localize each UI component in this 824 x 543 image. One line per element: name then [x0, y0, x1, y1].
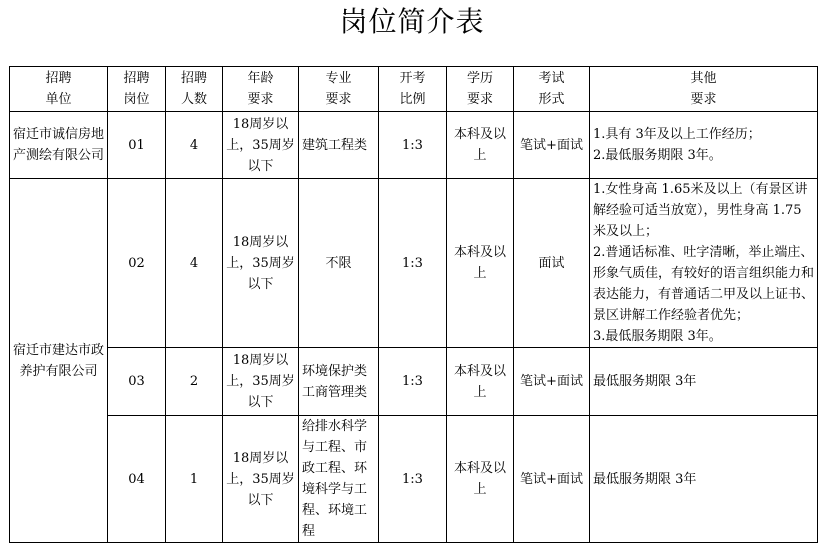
table-row [10, 416, 818, 543]
post-cell: 04 [108, 416, 166, 543]
major-cell: 建筑工程类 [299, 112, 379, 179]
age-cell: 18周岁以上，35周岁以下 [223, 112, 299, 179]
other-cell: 最低服务期限 3年 [590, 416, 818, 543]
table-header-row [10, 67, 818, 112]
count-cell: 4 [166, 179, 223, 348]
header-count: 招聘 人数 [166, 67, 223, 112]
post-cell: 02 [108, 179, 166, 348]
education-cell: 本科及以上 [447, 112, 514, 179]
ratio-cell: 1:3 [379, 348, 447, 416]
header-exam: 考试 形式 [514, 67, 590, 112]
header-unit: 招聘 单位 [10, 67, 108, 112]
table-row [10, 179, 818, 348]
education-cell: 本科及以上 [447, 179, 514, 348]
header-age: 年龄 要求 [223, 67, 299, 112]
job-table [9, 66, 818, 543]
post-cell: 01 [108, 112, 166, 179]
header-ratio: 开考 比例 [379, 67, 447, 112]
other-cell: 1.女性身高 1.65米及以上（有景区讲解经验可适当放宽），男性身高 1.75米及以上； 2.普通话标准、吐字清晰，举止端庄、形象气质佳，有较好的语言组织能力和表达能力，有普通话二甲及以上证书、景区讲解工作经验者优先； 3.最低服务期限 3年。 [590, 179, 818, 348]
header-post: 招聘 岗位 [108, 67, 166, 112]
post-cell: 03 [108, 348, 166, 416]
page-title: 岗位简介表 [339, 5, 485, 38]
unit-cell: 宿迁市建达市政养护有限公司 [10, 179, 108, 543]
count-cell: 4 [166, 112, 223, 179]
exam-cell: 笔试+面试 [514, 112, 590, 179]
count-cell: 1 [166, 416, 223, 543]
exam-cell: 笔试+面试 [514, 416, 590, 543]
other-cell: 1.具有 3年及以上工作经历； 2.最低服务期限 3年。 [590, 112, 818, 179]
age-cell: 18周岁以上，35周岁以下 [223, 179, 299, 348]
header-other: 其他 要求 [590, 67, 818, 112]
table-row [10, 348, 818, 416]
major-cell: 不限 [299, 179, 379, 348]
count-cell: 2 [166, 348, 223, 416]
age-cell: 18周岁以上，35周岁以下 [223, 348, 299, 416]
age-cell: 18周岁以上，35周岁以下 [223, 416, 299, 543]
exam-cell: 笔试+面试 [514, 348, 590, 416]
exam-cell: 面试 [514, 179, 590, 348]
major-cell: 给排水科学与工程、市政工程、环境科学与工程、环境工程 [299, 416, 379, 543]
header-major: 专业 要求 [299, 67, 379, 112]
table-row [10, 112, 818, 179]
ratio-cell: 1:3 [379, 112, 447, 179]
other-cell: 最低服务期限 3年 [590, 348, 818, 416]
unit-cell: 宿迁市诚信房地产测绘有限公司 [10, 112, 108, 179]
education-cell: 本科及以上 [447, 348, 514, 416]
major-cell: 环境保护类工商管理类 [299, 348, 379, 416]
ratio-cell: 1:3 [379, 416, 447, 543]
education-cell: 本科及以上 [447, 416, 514, 543]
ratio-cell: 1:3 [379, 179, 447, 348]
header-education: 学历 要求 [447, 67, 514, 112]
